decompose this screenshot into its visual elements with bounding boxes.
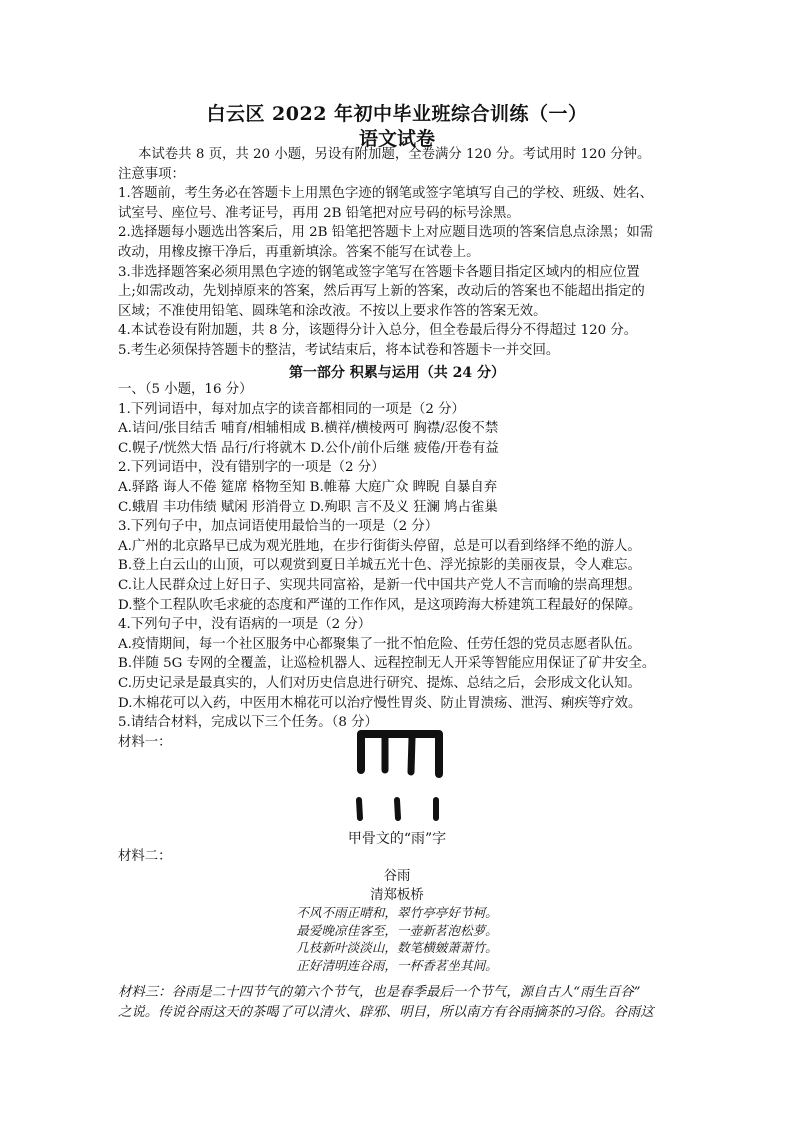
intro-line: 2.选择题每小题选出答案后，用 2B 铅笔把答题卡上对应题目选项的答案信息点涂黑；如需 [118,225,654,241]
intro-line: 上;如需改动，先划掉原来的答案，然后再写上新的答案，改动后的答案也不能超出指定的 [118,284,645,300]
question-line: 5.请结合材料，完成以下三个任务。（8 分） [118,715,378,731]
poem-line: 最爱晚凉佳客至，一壶新茗泡松萝。 [296,922,498,938]
glyph-drop-left [359,800,360,818]
questions [118,380,684,752]
material-three-line: 材料三：谷雨是二十四节气的第六个节气，也是春季最后一个节气，源自古人“雨生百谷” [118,985,641,1000]
question-line: 一、（5 小题，16 分） [118,382,253,397]
poem-line: 不风不雨正晴和，翠竹亭亭好节柯。 [296,905,498,920]
material-three [118,983,684,1022]
intro-line: 3.非选择题答案必须用黑色字迹的钢笔或签字笔写在答题卡各题目指定区域内的相应位置 [118,264,640,280]
question-line: 4.下列句子中，没有语病的一项是（2 分） [118,617,372,633]
question-line: B.伴随 5G 专网的全覆盖，让巡检机器人、远程控制无人开采等智能应用保证了矿井安全。 [118,656,656,672]
intro-line: 5.考生必须保持答题卡的整洁，考试结束后，将本试卷和答题卡一并交回。 [118,342,560,358]
poem-line: 正好清明连谷雨，一杯香茗坐其间。 [296,957,498,973]
question-line: D.木棉花可以入药，中医用木棉花可以治疗慢性胃炎、防止胃溃疡、泄泻、痢疾等疗效。 [118,695,642,711]
poem-author: 清郑板桥 [370,888,424,903]
intro-line: 试室号、座位号、准考证号，再用 2B 铅笔把对应号码的标号涂黑。 [118,205,520,221]
glyph-frame [361,734,439,774]
intro-line: 注意事项： [118,166,185,182]
material-three-line: 之说。传说谷雨这天的茶喝了可以清火、辟邪、明目，所以南方有谷雨摘茶的习俗。谷雨这 [118,1004,654,1020]
question-line: B.登上白云山的山顶，可以观赏到夏日羊城五光十色、浮光掠影的美丽夜景，令人难忘。 [118,558,641,574]
glyph-stroke-middle [411,738,412,772]
instructions [118,145,684,361]
question-line: A.驿路 诲人不倦 筵席 格物至知 B.帷幕 大庭广众 睥睨 自暴自弃 [118,479,498,495]
question-line: 材料一： [118,734,172,750]
question-line: A.诘问/张目结舌 哺育/相辅相成 B.横祥/横棱两可 胸襟/忍俊不禁 [118,421,499,437]
question-line: A.广州的北京路早已成为观光胜地，在步行街街头停留，总是可以看到络绎不绝的游人。 [118,538,641,554]
exam-title: 白云区 2022 年初中毕业班综合训练（一） [206,103,588,125]
figure-caption: 甲骨文的“雨”字 [347,831,447,847]
question-line: C.幌子/恍然大悟 品行/行将就木 D.公仆/前仆后继 疲倦/开卷有益 [118,440,499,456]
intro-line: 1.答题前，考生务必在答题卡上用黑色字迹的钢笔或签字笔填写自己的学校、班级、姓名、 [118,186,654,202]
poem-body [0,904,794,974]
intro-line: 4.本试卷设有附加题，共 8 分，该题得分计入总分，但全卷最后得分不得超过 120 分。 [118,323,638,339]
question-line: A.疫情期间，每一个社区服务中心都聚集了一批不怕危险、任劳任怨的党员志愿者队伍。 [118,636,641,652]
poem-line: 几枝新叶淡淡山，数笔横皴萧萧竹。 [296,940,498,956]
question-line: 2.下列词语中，没有错别字的一项是（2 分） [118,460,385,476]
part-title: 第一部分 积累与运用（共 24 分） [288,365,506,381]
material-two-label: 材料二： [118,849,172,864]
exam-subtitle: 语文试卷 [358,128,435,150]
oracle-bone-rain-glyph [355,730,445,824]
question-line: 3.下列句子中，加点词语使用最恰当的一项是（2 分） [118,519,439,535]
intro-line: 区域；不准使用铅笔、圆珠笔和涂改液。不按以上要求作答的答案无效。 [118,303,547,319]
question-line: 1.下列词语中，每对加点字的读音都相同的一项是（2 分） [118,401,465,417]
question-line: C.历史记录是最真实的，人们对历史信息进行研究、提炼、总结之后，会形成文化认知。 [118,675,641,691]
question-line: C.蛾眉 丰功伟绩 赋闲 形消骨立 D.殉职 言不及义 狂澜 鸠占雀巢 [118,499,498,515]
glyph-drop-middle [397,800,398,818]
question-line: D.整个工程队吹毛求疵的态度和严谨的工作作风，是这项跨海大桥建筑工程最好的保障。 [118,597,642,613]
intro-line: 本试卷共 8 页，共 20 小题，另设有附加题，全卷满分 120 分。考试用时 120 分钟。 [138,147,651,162]
intro-line: 改动，用橡皮擦干净后，再重新填涂。答案不能写在试卷上。 [118,244,480,260]
poem-title: 谷雨 [383,869,411,884]
question-line: C.让人民群众过上好日子、实现共同富裕，是新一代中国共产党人不言而喻的崇高理想。 [118,577,641,593]
